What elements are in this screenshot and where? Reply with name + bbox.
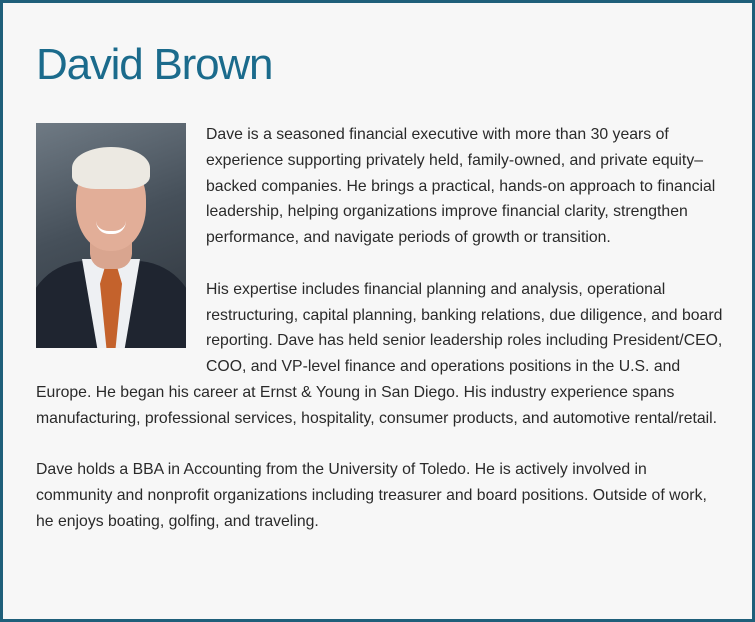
bio-paragraph-1: Dave is a seasoned financial executive with more than 30 years of experience supporting privately held, family-owned, and private equity–backed companies. He brings a practical, hands-on approach to financial leadership, helping organizations improve financial clarity, strengthen performance, and navigate periods of growth or transition. [206,126,716,247]
bio-paragraph-2: His expertise includes financial planning and analysis, operational restructuring, capital planning, banking relations, due diligence, and board reporting. Dave has held senior leadership roles including President/CEO, COO, and VP-level finance and operations positions in the U.S. and Europe. He began his career at Ernst & Young in San Diego. His industry experience spans manufacturing, professional services, hospitality, consumer products, and automotive rental/retail. [36,280,723,427]
profile-bio [36,122,726,561]
profile-photo [36,123,186,348]
profile-name: David Brown [36,40,273,89]
bio-paragraph-3: Dave holds a BBA in Accounting from the University of Toledo. He is actively involved in community and nonprofit organizations including treasurer and board positions. Outside of work, he enjoys boating, golfing, and traveling. [36,461,707,530]
portrait-hair [72,147,150,189]
